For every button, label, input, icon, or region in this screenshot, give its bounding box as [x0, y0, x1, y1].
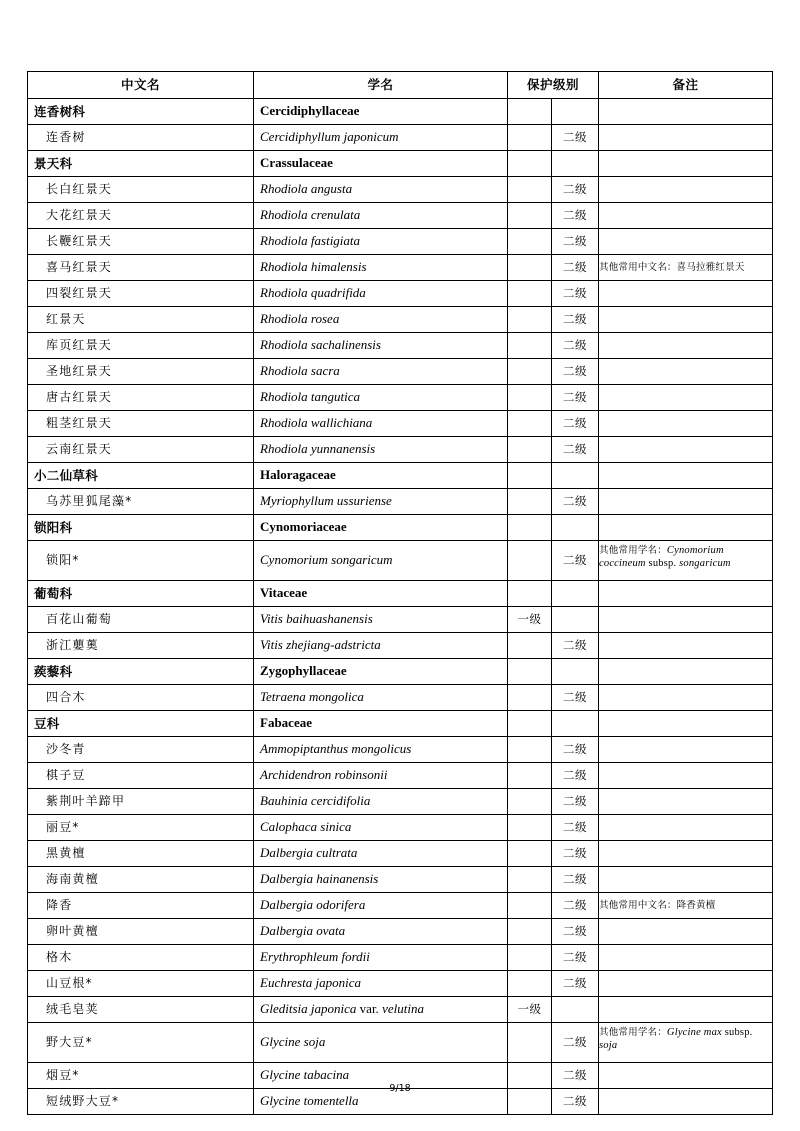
protection-level-first-class	[508, 815, 552, 841]
protection-level-second-class: 二级	[552, 333, 599, 359]
species-scientific-name: Rhodiola fastigiata	[254, 229, 508, 255]
species-scientific-name: Rhodiola himalensis	[254, 255, 508, 281]
row-note	[599, 581, 773, 607]
protection-level-first-class	[508, 633, 552, 659]
species-row	[28, 971, 773, 997]
protection-level-second-class: 二级	[552, 385, 599, 411]
protection-level-second-class: 二级	[552, 893, 599, 919]
protection-level-first-class	[508, 255, 552, 281]
table-header-row	[28, 72, 773, 99]
protection-level-first-class	[508, 203, 552, 229]
species-row	[28, 893, 773, 919]
row-note	[599, 789, 773, 815]
row-note	[599, 685, 773, 711]
protection-level-first-class	[508, 919, 552, 945]
row-note	[599, 737, 773, 763]
species-chinese-name: 大花红景天	[28, 203, 254, 229]
protection-level-first-class	[508, 515, 552, 541]
species-row	[28, 489, 773, 515]
row-note	[599, 437, 773, 463]
species-scientific-name: Rhodiola angusta	[254, 177, 508, 203]
species-chinese-name: 绒毛皂荚	[28, 997, 254, 1023]
species-chinese-name: 格木	[28, 945, 254, 971]
column-header-protection-level: 保护级别	[508, 72, 599, 99]
protection-level-second-class: 二级	[552, 411, 599, 437]
species-scientific-name: Glycine soja	[254, 1023, 508, 1063]
family-row	[28, 151, 773, 177]
protection-level-second-class: 二级	[552, 737, 599, 763]
species-row	[28, 411, 773, 437]
species-scientific-name: Rhodiola crenulata	[254, 203, 508, 229]
protection-level-first-class	[508, 385, 552, 411]
row-note	[599, 125, 773, 151]
column-header-scientific-name: 学名	[254, 72, 508, 99]
protection-level-second-class: 二级	[552, 1023, 599, 1063]
note-infraspecific-rank: subsp.	[645, 558, 680, 570]
species-scientific-name: Cercidiphyllum japonicum	[254, 125, 508, 151]
species-scientific-name: Rhodiola wallichiana	[254, 411, 508, 437]
family-chinese-name: 小二仙草科	[28, 463, 254, 489]
note-scientific-name: Cynomorium coccineum	[599, 545, 724, 570]
protection-level-first-class	[508, 541, 552, 581]
family-row	[28, 463, 773, 489]
species-chinese-name: 乌苏里狐尾藻*	[28, 489, 254, 515]
protection-level-first-class	[508, 333, 552, 359]
row-note	[599, 151, 773, 177]
row-note	[599, 385, 773, 411]
species-chinese-name: 野大豆*	[28, 1023, 254, 1063]
row-note: 其他常用中文名：喜马拉雅红景天	[599, 255, 773, 281]
species-row	[28, 203, 773, 229]
protection-level-first-class	[508, 659, 552, 685]
protection-level-second-class: 二级	[552, 1063, 599, 1089]
species-chinese-name: 棋子豆	[28, 763, 254, 789]
column-header-notes: 备注	[599, 72, 773, 99]
note-scientific-name: Glycine max	[666, 1027, 722, 1038]
species-scientific-name: Glycine tomentella	[254, 1089, 508, 1115]
species-scientific-name: Cynomorium songaricum	[254, 541, 508, 581]
protection-level-first-class	[508, 971, 552, 997]
protection-level-second-class: 二级	[552, 1089, 599, 1115]
row-note	[599, 333, 773, 359]
species-scientific-name: Rhodiola sacra	[254, 359, 508, 385]
species-scientific-name: Rhodiola quadrifida	[254, 281, 508, 307]
family-scientific-name: Cynomoriaceae	[254, 515, 508, 541]
protection-level-second-class	[552, 515, 599, 541]
row-note	[599, 763, 773, 789]
species-chinese-name: 锁阳*	[28, 541, 254, 581]
protected-species-table	[27, 71, 773, 1115]
species-chinese-name: 黑黄檀	[28, 841, 254, 867]
protection-level-first-class	[508, 711, 552, 737]
row-note	[599, 841, 773, 867]
family-row	[28, 581, 773, 607]
species-scientific-name: Dalbergia cultrata	[254, 841, 508, 867]
protection-level-first-class	[508, 893, 552, 919]
family-row	[28, 515, 773, 541]
species-row	[28, 815, 773, 841]
protection-level-second-class: 二级	[552, 229, 599, 255]
protection-level-second-class: 二级	[552, 359, 599, 385]
species-scientific-name: Vitis zhejiang-adstricta	[254, 633, 508, 659]
species-table-container	[27, 71, 772, 1115]
protection-level-second-class: 二级	[552, 255, 599, 281]
species-row	[28, 607, 773, 633]
species-scientific-name	[254, 997, 508, 1023]
species-row	[28, 763, 773, 789]
protection-level-first-class	[508, 281, 552, 307]
protection-level-second-class: 二级	[552, 763, 599, 789]
protection-level-second-class: 二级	[552, 307, 599, 333]
row-note	[599, 633, 773, 659]
species-chinese-name: 云南红景天	[28, 437, 254, 463]
protection-level-second-class	[552, 607, 599, 633]
row-note	[599, 307, 773, 333]
species-chinese-name: 浙江蘡薁	[28, 633, 254, 659]
row-note	[599, 607, 773, 633]
species-scientific-name: Rhodiola yunnanensis	[254, 437, 508, 463]
protection-level-first-class	[508, 1023, 552, 1063]
species-scientific-name: Archidendron robinsonii	[254, 763, 508, 789]
family-chinese-name: 锁阳科	[28, 515, 254, 541]
species-row	[28, 737, 773, 763]
species-chinese-name: 丽豆*	[28, 815, 254, 841]
row-note	[599, 411, 773, 437]
species-row	[28, 945, 773, 971]
row-note	[599, 541, 773, 581]
species-row	[28, 255, 773, 281]
protection-level-second-class	[552, 151, 599, 177]
species-row	[28, 867, 773, 893]
protection-level-first-class	[508, 307, 552, 333]
species-scientific-name: Dalbergia odorifera	[254, 893, 508, 919]
protection-level-second-class: 二级	[552, 945, 599, 971]
note-prefix: 其他常用学名：	[599, 545, 667, 556]
species-chinese-name: 四合木	[28, 685, 254, 711]
protection-level-first-class	[508, 125, 552, 151]
family-scientific-name: Cercidiphyllaceae	[254, 99, 508, 125]
protection-level-second-class: 二级	[552, 203, 599, 229]
species-scientific-name: Rhodiola sachalinensis	[254, 333, 508, 359]
species-chinese-name: 百花山葡萄	[28, 607, 254, 633]
protection-level-second-class: 二级	[552, 867, 599, 893]
family-chinese-name: 葡萄科	[28, 581, 254, 607]
row-note	[599, 463, 773, 489]
protection-level-first-class	[508, 685, 552, 711]
species-row	[28, 789, 773, 815]
protection-level-first-class	[508, 581, 552, 607]
family-row	[28, 711, 773, 737]
protection-level-first-class	[508, 437, 552, 463]
species-chinese-name: 唐古红景天	[28, 385, 254, 411]
infraspecific-epithet: velutina	[382, 1001, 424, 1017]
note-infraspecific-epithet: songaricum	[679, 558, 731, 570]
protection-level-first-class	[508, 151, 552, 177]
species-chinese-name: 紫荆叶羊蹄甲	[28, 789, 254, 815]
protection-level-second-class	[552, 99, 599, 125]
protection-level-first-class	[508, 411, 552, 437]
protection-level-second-class: 二级	[552, 685, 599, 711]
protection-level-first-class: 一级	[508, 997, 552, 1023]
note-infraspecific-rank: subsp.	[721, 1027, 753, 1038]
species-scientific-name: Dalbergia ovata	[254, 919, 508, 945]
column-header-chinese-name: 中文名	[28, 72, 254, 99]
species-row	[28, 359, 773, 385]
species-row	[28, 919, 773, 945]
species-scientific-name: Rhodiola rosea	[254, 307, 508, 333]
protection-level-second-class: 二级	[552, 971, 599, 997]
species-chinese-name: 喜马红景天	[28, 255, 254, 281]
species-chinese-name: 海南黄檀	[28, 867, 254, 893]
protection-level-first-class	[508, 763, 552, 789]
species-row	[28, 633, 773, 659]
family-chinese-name: 景天科	[28, 151, 254, 177]
protection-level-first-class	[508, 867, 552, 893]
protection-level-first-class	[508, 841, 552, 867]
species-scientific-name: Vitis baihuashanensis	[254, 607, 508, 633]
species-scientific-name: Erythrophleum fordii	[254, 945, 508, 971]
row-note	[599, 1023, 773, 1063]
row-note	[599, 971, 773, 997]
species-scientific-name: Tetraena mongolica	[254, 685, 508, 711]
species-scientific-name: Myriophyllum ussuriense	[254, 489, 508, 515]
protection-level-first-class	[508, 737, 552, 763]
protection-level-second-class: 二级	[552, 841, 599, 867]
row-note	[599, 659, 773, 685]
protection-level-second-class	[552, 659, 599, 685]
protection-level-first-class: 一级	[508, 607, 552, 633]
page-footer: 9/18	[389, 1083, 411, 1094]
scientific-epithet: Gleditsia japonica	[260, 1001, 357, 1017]
protection-level-second-class	[552, 581, 599, 607]
protection-level-first-class	[508, 945, 552, 971]
species-scientific-name: Bauhinia cercidifolia	[254, 789, 508, 815]
species-row	[28, 437, 773, 463]
species-row	[28, 177, 773, 203]
row-note	[599, 997, 773, 1023]
species-chinese-name: 长白红景天	[28, 177, 254, 203]
row-note: 其他常用中文名：降香黄檀	[599, 893, 773, 919]
family-scientific-name: Vitaceae	[254, 581, 508, 607]
species-chinese-name: 连香树	[28, 125, 254, 151]
note-infraspecific-epithet: soja	[599, 1040, 618, 1052]
note-prefix: 其他常用学名：	[599, 1027, 667, 1038]
protection-level-second-class	[552, 463, 599, 489]
species-chinese-name: 粗茎红景天	[28, 411, 254, 437]
row-note	[599, 867, 773, 893]
row-note	[599, 99, 773, 125]
species-row	[28, 1023, 773, 1063]
species-chinese-name: 四裂红景天	[28, 281, 254, 307]
row-note	[599, 711, 773, 737]
row-note	[599, 489, 773, 515]
protection-level-second-class: 二级	[552, 177, 599, 203]
species-row	[28, 841, 773, 867]
protection-level-first-class	[508, 789, 552, 815]
protection-level-second-class: 二级	[552, 789, 599, 815]
row-note	[599, 359, 773, 385]
species-chinese-name: 红景天	[28, 307, 254, 333]
row-note	[599, 177, 773, 203]
protection-level-second-class: 二级	[552, 281, 599, 307]
protection-level-second-class	[552, 997, 599, 1023]
protection-level-second-class: 二级	[552, 815, 599, 841]
species-scientific-name: Calophaca sinica	[254, 815, 508, 841]
species-row	[28, 385, 773, 411]
protection-level-first-class	[508, 229, 552, 255]
row-note	[599, 515, 773, 541]
species-scientific-name: Rhodiola tangutica	[254, 385, 508, 411]
species-scientific-name: Euchresta japonica	[254, 971, 508, 997]
row-note	[599, 945, 773, 971]
protection-level-first-class	[508, 99, 552, 125]
species-row	[28, 125, 773, 151]
species-chinese-name: 卵叶黄檀	[28, 919, 254, 945]
row-note	[599, 919, 773, 945]
protection-level-second-class: 二级	[552, 125, 599, 151]
protection-level-first-class	[508, 359, 552, 385]
species-row	[28, 541, 773, 581]
row-note	[599, 229, 773, 255]
protection-level-first-class	[508, 489, 552, 515]
species-chinese-name: 降香	[28, 893, 254, 919]
species-row	[28, 307, 773, 333]
family-row	[28, 659, 773, 685]
protection-level-second-class	[552, 711, 599, 737]
species-chinese-name: 山豆根*	[28, 971, 254, 997]
species-chinese-name: 圣地红景天	[28, 359, 254, 385]
row-note	[599, 815, 773, 841]
family-chinese-name: 连香树科	[28, 99, 254, 125]
row-note	[599, 281, 773, 307]
species-scientific-name: Ammopiptanthus mongolicus	[254, 737, 508, 763]
species-chinese-name: 烟豆*	[28, 1063, 254, 1089]
species-row	[28, 281, 773, 307]
protection-level-second-class: 二级	[552, 437, 599, 463]
species-row	[28, 997, 773, 1023]
species-scientific-name: Glycine tabacina	[254, 1063, 508, 1089]
protection-level-first-class	[508, 177, 552, 203]
family-chinese-name: 豆科	[28, 711, 254, 737]
protection-level-second-class: 二级	[552, 489, 599, 515]
protection-level-second-class: 二级	[552, 919, 599, 945]
species-row	[28, 333, 773, 359]
species-chinese-name: 短绒野大豆*	[28, 1089, 254, 1115]
family-chinese-name: 蒺藜科	[28, 659, 254, 685]
family-scientific-name: Crassulaceae	[254, 151, 508, 177]
family-scientific-name: Haloragaceae	[254, 463, 508, 489]
row-note	[599, 203, 773, 229]
protection-level-second-class: 二级	[552, 633, 599, 659]
species-chinese-name: 长鞭红景天	[28, 229, 254, 255]
species-chinese-name: 库页红景天	[28, 333, 254, 359]
family-scientific-name: Fabaceae	[254, 711, 508, 737]
family-scientific-name: Zygophyllaceae	[254, 659, 508, 685]
protection-level-first-class	[508, 463, 552, 489]
family-row	[28, 99, 773, 125]
infraspecific-rank: var.	[356, 1001, 383, 1017]
species-row	[28, 229, 773, 255]
species-table-body	[28, 72, 773, 1115]
protection-level-second-class: 二级	[552, 541, 599, 581]
species-chinese-name: 沙冬青	[28, 737, 254, 763]
species-scientific-name: Dalbergia hainanensis	[254, 867, 508, 893]
species-row	[28, 685, 773, 711]
